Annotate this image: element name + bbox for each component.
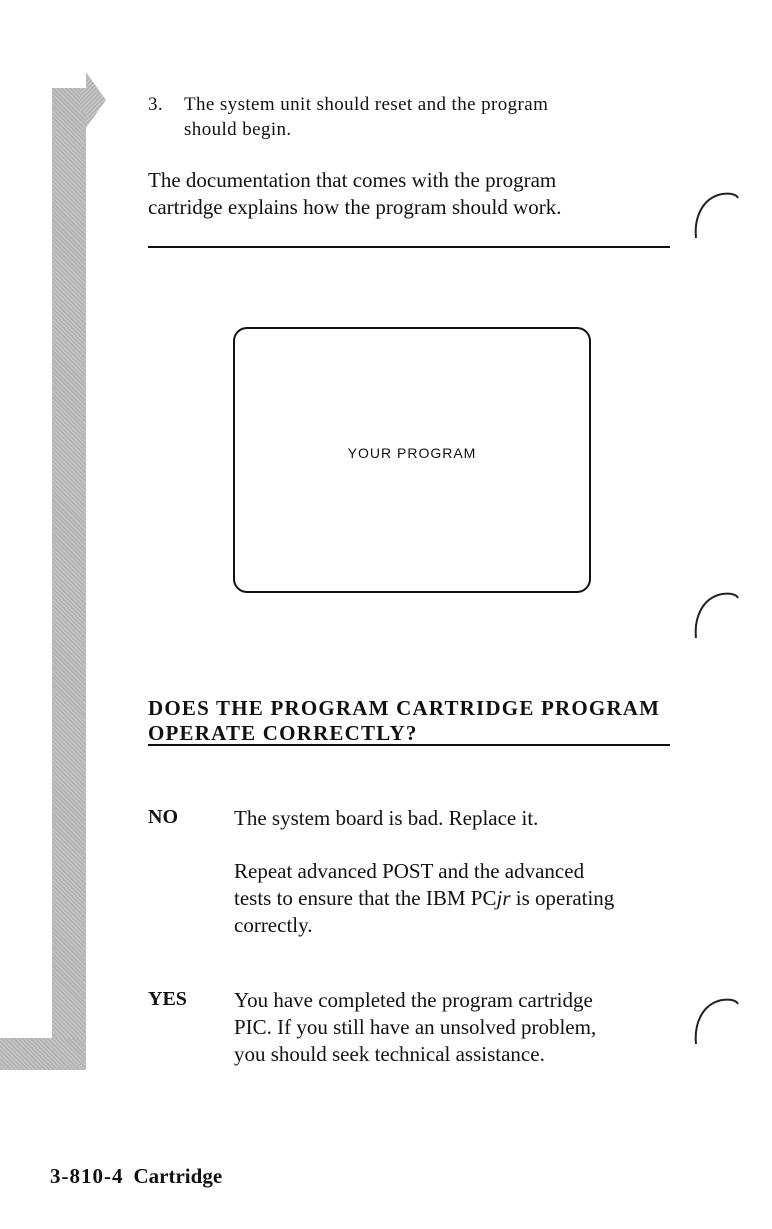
flowchart-connector-foot [0, 1038, 86, 1070]
question-line1: DOES THE PROGRAM CARTRIDGE PROGRAM [148, 696, 661, 720]
product-name [471, 886, 511, 910]
answer-yes-text [234, 987, 674, 1068]
intro-paragraph [148, 167, 668, 221]
followup-line3: correctly. [234, 913, 313, 937]
page-footer [50, 1164, 222, 1189]
question-underline [148, 744, 670, 746]
answer-yes-label: YES [148, 988, 187, 1010]
product-prefix: PC [470, 886, 497, 910]
answer-no-text: The system board is bad. Replace it. [234, 806, 539, 830]
product-suffix: jr [496, 886, 511, 910]
binder-hole-icon [692, 590, 742, 644]
binder-hole-icon [692, 996, 742, 1050]
yes-line3: you should seek technical assistance. [234, 1042, 545, 1066]
screen-illustration [233, 327, 591, 593]
intro-line2: cartridge explains how the program should work. [148, 195, 562, 219]
flowchart-arrow-icon [80, 72, 110, 132]
footer-title: Cartridge [133, 1164, 223, 1188]
screen-label: YOUR PROGRAM [347, 445, 477, 461]
yes-line2: PIC. If you still have an unsolved problem, [234, 1015, 597, 1039]
step-number: 3. [148, 94, 164, 115]
section-divider [148, 246, 670, 248]
followup-line1: Repeat advanced POST and the advanced [234, 859, 585, 883]
answer-no-followup [234, 858, 674, 939]
step-3 [148, 92, 668, 142]
answer-no-label: NO [148, 806, 178, 828]
footer-section-number: 3-810-4 [50, 1164, 124, 1188]
followup-line2-text: tests to ensure that the IBM [234, 886, 466, 910]
binder-hole-icon [692, 190, 742, 244]
step-text-line2: should begin. [184, 119, 292, 140]
question-line2: OPERATE CORRECTLY? [148, 721, 418, 745]
flowchart-connector-bar [52, 88, 86, 1070]
step-text-line1: The system unit should reset and the program [184, 94, 549, 115]
followup-line2 [234, 885, 674, 912]
intro-line1: The documentation that comes with the program [148, 168, 557, 192]
yes-line1: You have completed the program cartridge [234, 988, 593, 1012]
decision-question [148, 696, 670, 746]
followup-line2-end: is operating [515, 886, 615, 910]
